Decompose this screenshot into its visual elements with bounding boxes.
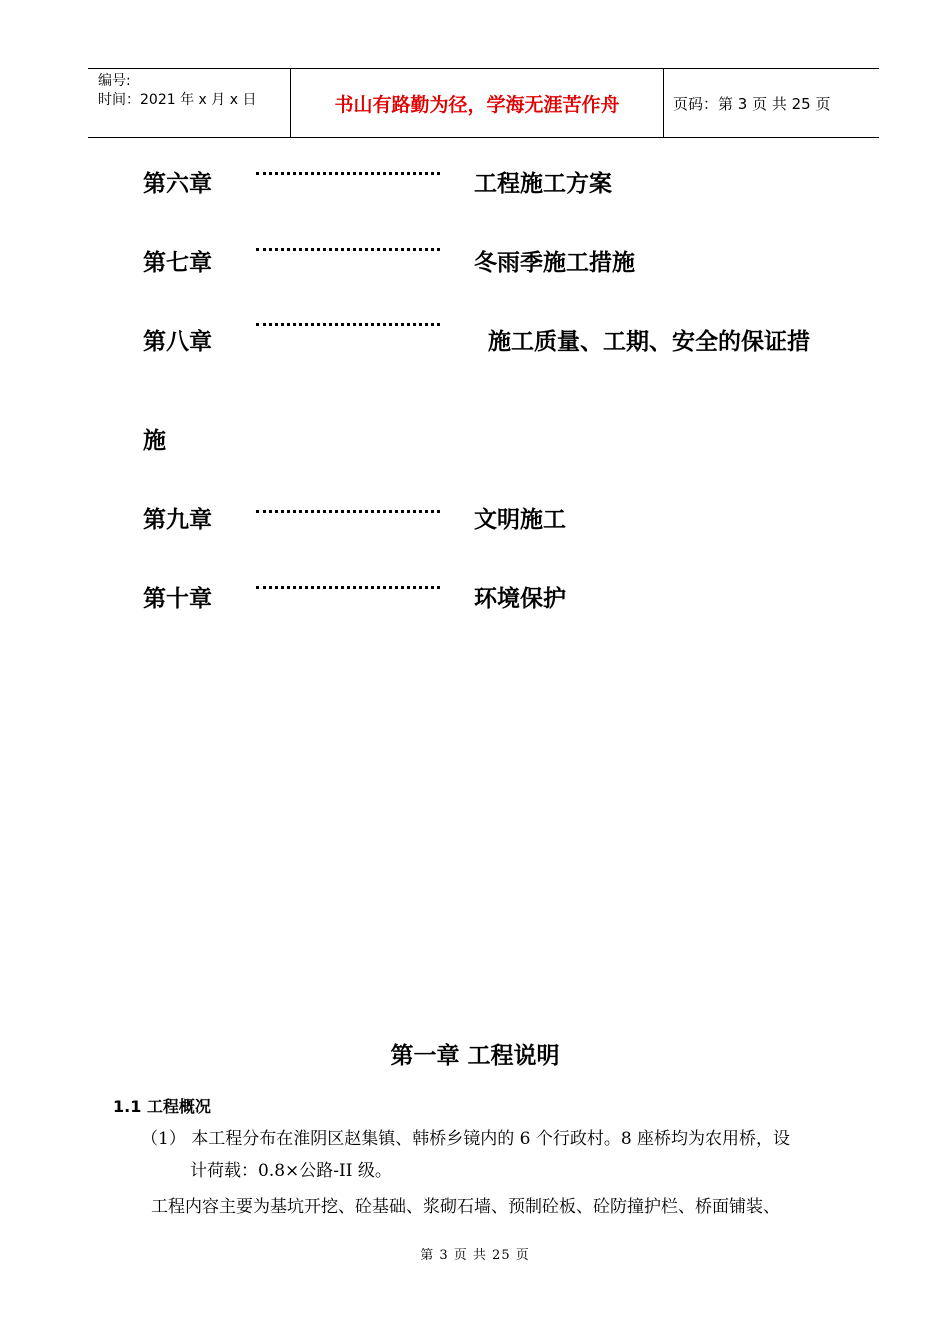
header-page-info: 页码：第 3 页 共 25 页 bbox=[673, 95, 831, 113]
header-meta-cell bbox=[88, 69, 290, 137]
paragraph-line: 计荷载：0.8×公路-II 级。 bbox=[190, 1161, 392, 1181]
page-footer: 第 3 页 共 25 页 bbox=[420, 1248, 530, 1263]
section-heading: 1.1 工程概况 bbox=[113, 1097, 211, 1116]
toc-leader-dots bbox=[256, 510, 440, 513]
toc-title-10: 环境保护 bbox=[474, 586, 566, 612]
toc-title-8-continuation: 施 bbox=[143, 428, 166, 454]
toc-title-6: 工程施工方案 bbox=[474, 171, 612, 197]
header-page-cell bbox=[663, 69, 879, 137]
toc-leader-dots bbox=[256, 172, 440, 175]
toc-chapter-7: 第七章 bbox=[143, 250, 212, 276]
header-motto: 书山有路勤为径，学海无涯苦作舟 bbox=[334, 94, 620, 116]
header-motto-cell bbox=[290, 69, 664, 137]
document-number-label: 编号: bbox=[98, 73, 131, 89]
toc-title-8: 施工质量、工期、安全的保证措 bbox=[488, 329, 810, 355]
toc-leader-dots bbox=[256, 323, 440, 326]
toc-leader-dots bbox=[256, 586, 440, 589]
toc-title-9: 文明施工 bbox=[474, 507, 566, 533]
toc-leader-dots bbox=[256, 248, 440, 251]
paragraph-line: 工程内容主要为基坑开挖、砼基础、浆砌石墙、预制砼板、砼防撞护栏、桥面铺装、 bbox=[151, 1197, 780, 1217]
toc-chapter-6: 第六章 bbox=[143, 171, 212, 197]
paragraph-line: （1） 本工程分布在淮阴区赵集镇、韩桥乡镜内的 6 个行政村。8 座桥均为农用桥，设 bbox=[141, 1129, 791, 1149]
header-table bbox=[88, 68, 879, 138]
toc-chapter-9: 第九章 bbox=[143, 507, 212, 533]
chapter-heading: 第一章 工程说明 bbox=[390, 1043, 560, 1069]
toc-chapter-8: 第八章 bbox=[143, 329, 212, 355]
toc-chapter-10: 第十章 bbox=[143, 586, 212, 612]
document-date-label: 时间：2021 年 x 月 x 日 bbox=[98, 92, 257, 108]
toc-title-7: 冬雨季施工措施 bbox=[474, 250, 635, 276]
